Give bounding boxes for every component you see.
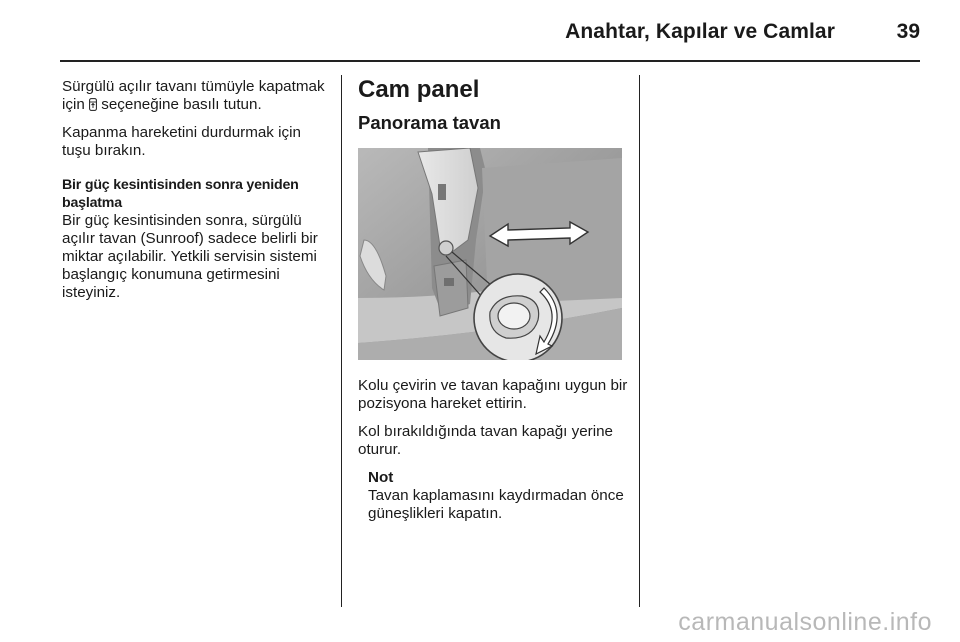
- panorama-roof-illustration: [358, 148, 622, 360]
- column-divider-left: [341, 75, 342, 607]
- small-handle: [439, 241, 453, 255]
- turn-handle-paragraph: Kolu çevirin ve tavan kapağını uygun bir pozisyona hareket ettirin.: [358, 377, 628, 412]
- power-loss-paragraph: Bir güç kesintisinden sonra, sürgülü açılır tavan (Sunroof) sadece belirli bir miktar açılabilir. Yetkili servisin sistemi başlangıç konumuna getirmesini isteyiniz.: [62, 212, 318, 301]
- page-number: 39: [896, 20, 920, 43]
- section-subtitle: Panorama tavan: [358, 112, 501, 133]
- column-divider-right: [639, 75, 640, 607]
- bracket-lower-slot: [444, 278, 454, 286]
- roof-close-icon: [89, 98, 97, 111]
- detail-handle-knob: [498, 303, 530, 329]
- close-instruction-paragraph: Sürgülü açılır tavanı tümüyle kapatmak için seçeneğine basılı tutun.: [62, 78, 325, 113]
- bracket-lower-arm: [434, 260, 468, 316]
- site-watermark: carmanualsonline.info: [678, 608, 932, 636]
- power-loss-subheading: Bir güç kesintisinden sonra yeniden başlatma: [62, 177, 299, 211]
- note-block: [368, 469, 628, 523]
- page-header-title: Anahtar, Kapılar ve Camlar: [565, 20, 835, 43]
- bracket-slot: [438, 184, 446, 200]
- release-paragraph: Kol bırakıldığında tavan kapağı yerine oturur.: [358, 423, 613, 458]
- note-label: Not: [368, 469, 394, 486]
- note-text: Tavan kaplamasını kaydırmadan önce güneşlikleri kapatın.: [368, 487, 624, 522]
- stop-instruction-paragraph: Kapanma hareketini durdurmak için tuşu bırakın.: [62, 124, 301, 159]
- left-column: [62, 78, 332, 312]
- section-title: Cam panel: [358, 76, 480, 103]
- header-rule: [60, 60, 920, 62]
- right-column: [358, 76, 628, 533]
